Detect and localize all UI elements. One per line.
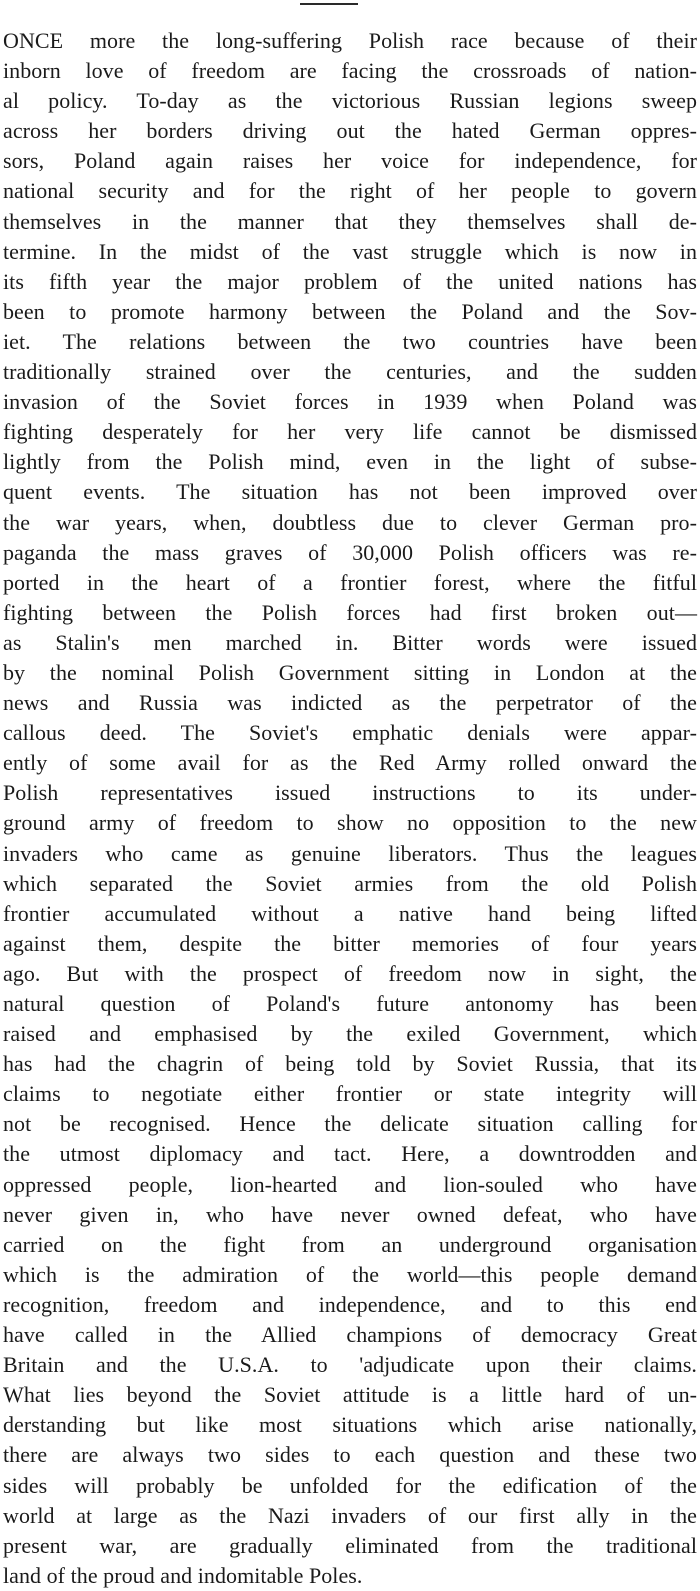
article-line: claims to negotiate either frontier or state integrity will [3, 1081, 697, 1107]
article-line: invasion of the Soviet forces in 1939 when Poland was [3, 389, 697, 415]
article-line: present war, are gradually eliminated from the traditional [3, 1532, 697, 1558]
article-line: carried on the fight from an underground organisation [3, 1231, 697, 1257]
article-line: the war years, when, doubtless due to clever German pro- [3, 509, 697, 535]
article-line: as Stalin's men marched in. Bitter words were issued [3, 629, 697, 655]
article-line: termine. In the midst of the vast struggle which is now in [3, 238, 697, 264]
article-line: which separated the Soviet armies from the old Polish [3, 870, 697, 896]
article-line: al policy. To-day as the victorious Russian legions sweep [3, 88, 697, 114]
article-line: never given in, who have never owned defeat, who have [3, 1201, 697, 1227]
article-line: ported in the heart of a frontier forest, where the fitful [3, 569, 697, 595]
article-line: sides will probably be unfolded for the edification of the [3, 1472, 697, 1498]
article-line: iet. The relations between the two countries have been [3, 328, 697, 354]
article-line: recognition, freedom and independence, and to this end [3, 1291, 697, 1317]
top-rule [300, 3, 358, 5]
article-line: ONCE more the long-suffering Polish race because of their [3, 28, 697, 53]
article-line: sors, Poland again raises her voice for independence, for [3, 148, 697, 174]
article-line: quent events. The situation has not been improved over [3, 479, 697, 505]
article-line: fighting desperately for her very life cannot be dismissed [3, 419, 697, 445]
article-line: been to promote harmony between the Poland and the Sov- [3, 298, 697, 324]
article-line: natural question of Poland's future antonomy has been [3, 991, 697, 1016]
article-line: ground army of freedom to show no opposition to the new [3, 810, 697, 836]
article-line: world at large as the Nazi invaders of our first ally in the [3, 1502, 697, 1528]
article-line: against them, despite the bitter memories of four years [3, 930, 697, 956]
article-line: themselves in the manner that they themselves shall de- [3, 208, 697, 234]
article-line: What lies beyond the Soviet attitude is a little hard of un- [3, 1382, 697, 1408]
article-line: its fifth year the major problem of the united nations has [3, 268, 697, 294]
article-line: land of the proud and indomitable Poles. [3, 1562, 363, 1588]
article-line: national security and for the right of her people to govern [3, 178, 697, 204]
article-line: frontier accumulated without a native hand being lifted [3, 900, 697, 926]
article-line: the utmost diplomacy and tact. Here, a downtrodden and [3, 1141, 697, 1167]
article-line: news and Russia was indicted as the perpetrator of the [3, 690, 697, 716]
article-line: invaders who came as genuine liberators. Thus the leagues [3, 840, 697, 866]
article-line: lightly from the Polish mind, even in the light of subse- [3, 449, 697, 475]
article-line: Britain and the U.S.A. to 'adjudicate upon their claims. [3, 1352, 697, 1378]
article-line: by the nominal Polish Government sitting in London at the [3, 659, 697, 685]
article-line: fighting between the Polish forces had first broken out— [3, 599, 697, 625]
article-line: have called in the Allied champions of democracy Great [3, 1322, 697, 1348]
article-line: ently of some avail for as the Red Army rolled onward the [3, 750, 697, 776]
article-line: across her borders driving out the hated German oppres- [3, 118, 697, 144]
article-line: oppressed people, lion-hearted and lion-souled who have [3, 1171, 697, 1197]
article-line: derstanding but like most situations which arise nationally, [3, 1412, 697, 1438]
article-line: inborn love of freedom are facing the crossroads of nation- [3, 58, 697, 84]
article-line: has had the chagrin of being told by Soviet Russia, that its [3, 1051, 697, 1077]
article-line: traditionally strained over the centuries, and the sudden [3, 359, 697, 385]
article-line: not be recognised. Hence the delicate situation calling for [3, 1111, 697, 1137]
article-line: ago. But with the prospect of freedom now in sight, the [3, 960, 697, 986]
article-line: Polish representatives issued instructions to its under- [3, 780, 697, 806]
article-body [3, 26, 697, 1591]
article-line: paganda the mass graves of 30,000 Polish officers was re- [3, 539, 697, 565]
article-line: raised and emphasised by the exiled Government, which [3, 1021, 697, 1047]
article-line: which is the admiration of the world—this people demand [3, 1261, 697, 1287]
article-line: callous deed. The Soviet's emphatic denials were appar- [3, 720, 697, 746]
article-line: there are always two sides to each question and these two [3, 1442, 697, 1468]
